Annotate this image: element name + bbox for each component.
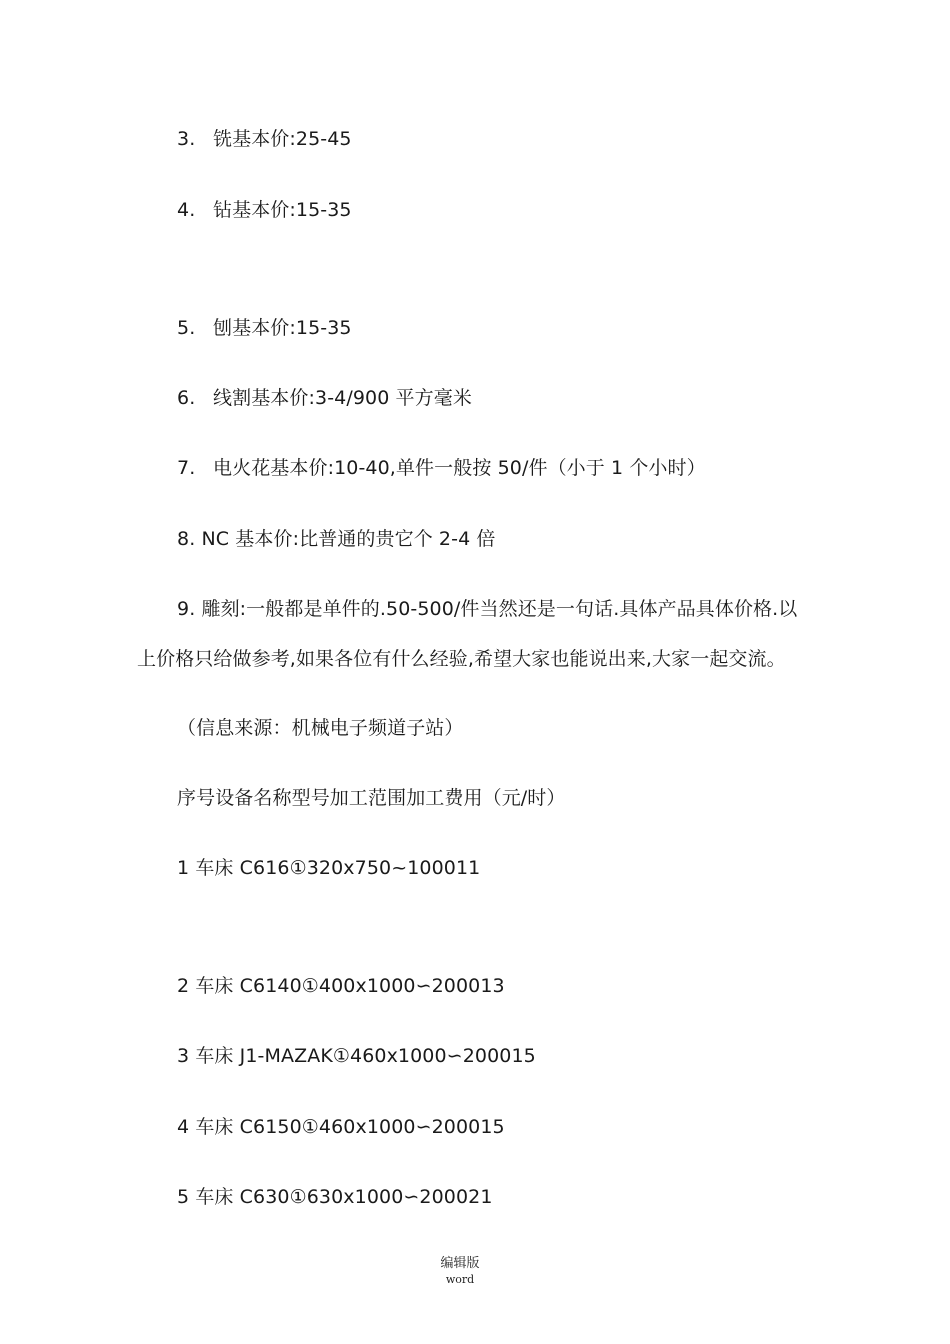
price-item-edm <box>177 456 706 480</box>
price-item-milling <box>177 127 352 151</box>
table-header: 序号设备名称型号加工范围加工费用（元/时） <box>177 787 566 809</box>
price-item-nc <box>177 527 496 551</box>
item-text: 雕刻:一般都是单件的.50-500/件当然还是一句话.具体产品具体价格.以 <box>201 598 798 620</box>
price-item-planing <box>177 316 352 340</box>
item-number: 4. <box>177 199 196 221</box>
price-item-wire-cutting <box>177 386 472 410</box>
price-item-drilling <box>177 198 352 222</box>
table-row: 5 车床 C630①630x1000∽200021 <box>177 1186 493 1208</box>
item-number: 6. <box>177 387 196 409</box>
source-note: （信息来源：机械电子频道子站） <box>177 717 464 739</box>
price-item-engraving <box>177 597 797 621</box>
item-text: 刨基本价:15-35 <box>213 317 352 339</box>
item-number: 5. <box>177 317 196 339</box>
item-text: NC 基本价:比普通的贵它个 2-4 倍 <box>201 528 496 550</box>
table-row: 2 车床 C6140①400x1000∽200013 <box>177 975 505 997</box>
table-row: 1 车床 C616①320x750~100011 <box>177 857 481 879</box>
item-number: 7. <box>177 457 196 479</box>
item-number: 3. <box>177 128 196 150</box>
item-text: 钻基本价:15-35 <box>213 199 352 221</box>
table-row: 3 车床 J1-MAZAK①460x1000∽200015 <box>177 1045 536 1067</box>
item-text: 线割基本价:3-4/900 平方毫米 <box>213 387 472 409</box>
footer-subtitle: word <box>445 1273 475 1286</box>
item-text: 电火花基本价:10-40,单件一般按 50/件（小于 1 个小时） <box>213 457 706 479</box>
item-number: 9. <box>177 598 196 620</box>
table-row: 4 车床 C6150①460x1000∽200015 <box>177 1116 505 1138</box>
item-text: 铣基本价:25-45 <box>213 128 352 150</box>
price-item-engraving-continuation: 上价格只给做参考,如果各位有什么经验,希望大家也能说出来,大家一起交流。 <box>137 648 786 670</box>
footer-title: 编辑版 <box>440 1256 480 1271</box>
item-number: 8. <box>177 528 196 550</box>
